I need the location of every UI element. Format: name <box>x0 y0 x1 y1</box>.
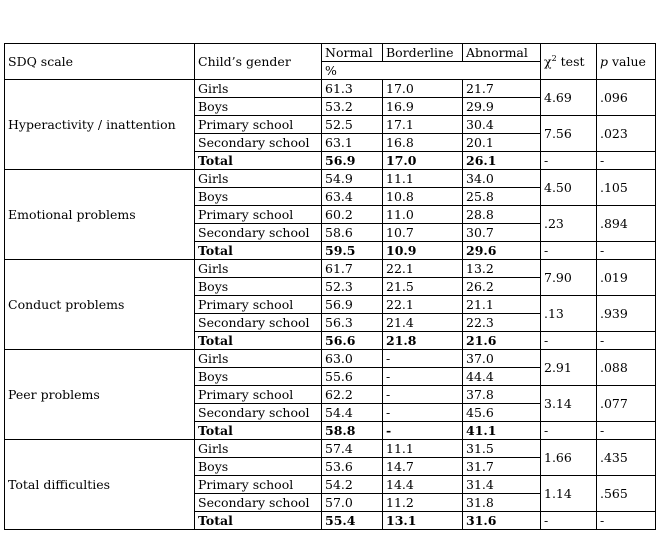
borderline-value: 17.0 <box>383 80 463 98</box>
row-label: Total <box>195 422 322 440</box>
header-scale: SDQ scale <box>5 44 195 80</box>
p-value: .023 <box>597 116 656 152</box>
borderline-value: - <box>383 350 463 368</box>
scale-name: Peer problems <box>5 350 195 440</box>
normal-value: 57.4 <box>322 440 383 458</box>
abnormal-value: 30.7 <box>463 224 541 242</box>
chi-test-value: 1.66 <box>541 440 597 476</box>
normal-value: 56.9 <box>322 152 383 170</box>
normal-value: 55.4 <box>322 512 383 530</box>
scale-name: Hyperactivity / inattention <box>5 80 195 170</box>
row-label: Boys <box>195 188 322 206</box>
p-value: .435 <box>597 440 656 476</box>
row-label: Boys <box>195 368 322 386</box>
row-label: Secondary school <box>195 404 322 422</box>
borderline-value: 13.1 <box>383 512 463 530</box>
row-label: Total <box>195 512 322 530</box>
row-label: Primary school <box>195 476 322 494</box>
normal-value: 58.6 <box>322 224 383 242</box>
borderline-value: 11.1 <box>383 440 463 458</box>
p-value: .565 <box>597 476 656 512</box>
p-value: - <box>597 332 656 350</box>
abnormal-value: 45.6 <box>463 404 541 422</box>
borderline-value: 10.8 <box>383 188 463 206</box>
chi-test-value: 7.56 <box>541 116 597 152</box>
normal-value: 54.4 <box>322 404 383 422</box>
chi-test-label: test <box>556 53 585 69</box>
header-p-value <box>597 44 656 80</box>
normal-value: 57.0 <box>322 494 383 512</box>
row-label: Total <box>195 242 322 260</box>
borderline-value: 22.1 <box>383 296 463 314</box>
table-row <box>5 170 656 188</box>
normal-value: 53.2 <box>322 98 383 116</box>
normal-value: 56.3 <box>322 314 383 332</box>
chi-test-value: - <box>541 242 597 260</box>
borderline-value: 17.1 <box>383 116 463 134</box>
chi-test-value: 7.90 <box>541 260 597 296</box>
borderline-value: 11.1 <box>383 170 463 188</box>
p-value: - <box>597 152 656 170</box>
p-value-label: value <box>608 53 646 69</box>
row-label: Girls <box>195 80 322 98</box>
normal-value: 52.3 <box>322 278 383 296</box>
abnormal-value: 31.5 <box>463 440 541 458</box>
normal-value: 59.5 <box>322 242 383 260</box>
chi-test-value: 3.14 <box>541 386 597 422</box>
normal-value: 54.9 <box>322 170 383 188</box>
abnormal-value: 37.8 <box>463 386 541 404</box>
header-abnormal: Abnormal <box>463 44 541 62</box>
borderline-value: 10.9 <box>383 242 463 260</box>
borderline-value: - <box>383 386 463 404</box>
abnormal-value: 21.1 <box>463 296 541 314</box>
borderline-value: 21.8 <box>383 332 463 350</box>
row-label: Secondary school <box>195 134 322 152</box>
borderline-value: 21.4 <box>383 314 463 332</box>
chi-test-value: - <box>541 332 597 350</box>
chi-test-value: 2.91 <box>541 350 597 386</box>
chi-symbol: χ <box>544 53 552 69</box>
borderline-value: 11.0 <box>383 206 463 224</box>
header-gender: Child’s gender <box>195 44 322 80</box>
borderline-value: - <box>383 368 463 386</box>
abnormal-value: 44.4 <box>463 368 541 386</box>
p-value: .077 <box>597 386 656 422</box>
borderline-value: 21.5 <box>383 278 463 296</box>
chi-test-value: 4.69 <box>541 80 597 116</box>
header-percent: % <box>322 62 541 80</box>
abnormal-value: 26.2 <box>463 278 541 296</box>
header-borderline: Borderline <box>383 44 463 62</box>
table-row <box>5 80 656 98</box>
abnormal-value: 28.8 <box>463 206 541 224</box>
header-chi-test <box>541 44 597 80</box>
row-label: Secondary school <box>195 314 322 332</box>
sdq-results-table <box>4 43 656 530</box>
abnormal-value: 22.3 <box>463 314 541 332</box>
row-label: Girls <box>195 260 322 278</box>
normal-value: 58.8 <box>322 422 383 440</box>
normal-value: 62.2 <box>322 386 383 404</box>
row-label: Boys <box>195 98 322 116</box>
borderline-value: 16.9 <box>383 98 463 116</box>
chi-superscript: 2 <box>551 53 557 63</box>
borderline-value: - <box>383 404 463 422</box>
normal-value: 56.6 <box>322 332 383 350</box>
p-value: - <box>597 242 656 260</box>
abnormal-value: 37.0 <box>463 350 541 368</box>
normal-value: 54.2 <box>322 476 383 494</box>
normal-value: 63.1 <box>322 134 383 152</box>
row-label: Boys <box>195 278 322 296</box>
row-label: Total <box>195 332 322 350</box>
row-label: Secondary school <box>195 494 322 512</box>
row-label: Girls <box>195 350 322 368</box>
chi-test-value: .23 <box>541 206 597 242</box>
chi-test-value: - <box>541 422 597 440</box>
p-value: - <box>597 512 656 530</box>
p-value: .939 <box>597 296 656 332</box>
scale-name: Emotional problems <box>5 170 195 260</box>
normal-value: 63.0 <box>322 350 383 368</box>
abnormal-value: 21.6 <box>463 332 541 350</box>
borderline-value: 22.1 <box>383 260 463 278</box>
p-value: - <box>597 422 656 440</box>
header-row <box>5 44 656 62</box>
p-value: .105 <box>597 170 656 206</box>
scale-name: Conduct problems <box>5 260 195 350</box>
normal-value: 55.6 <box>322 368 383 386</box>
normal-value: 56.9 <box>322 296 383 314</box>
abnormal-value: 29.6 <box>463 242 541 260</box>
abnormal-value: 30.4 <box>463 116 541 134</box>
borderline-value: 14.4 <box>383 476 463 494</box>
p-value: .894 <box>597 206 656 242</box>
normal-value: 53.6 <box>322 458 383 476</box>
borderline-value: - <box>383 422 463 440</box>
row-label: Girls <box>195 440 322 458</box>
abnormal-value: 25.8 <box>463 188 541 206</box>
normal-value: 52.5 <box>322 116 383 134</box>
row-label: Primary school <box>195 116 322 134</box>
normal-value: 61.3 <box>322 80 383 98</box>
abnormal-value: 29.9 <box>463 98 541 116</box>
chi-test-value: .13 <box>541 296 597 332</box>
header-normal: Normal <box>322 44 383 62</box>
abnormal-value: 21.7 <box>463 80 541 98</box>
borderline-value: 10.7 <box>383 224 463 242</box>
row-label: Boys <box>195 458 322 476</box>
borderline-value: 17.0 <box>383 152 463 170</box>
row-label: Total <box>195 152 322 170</box>
table-row <box>5 260 656 278</box>
scale-name: Total difficulties <box>5 440 195 530</box>
abnormal-value: 31.6 <box>463 512 541 530</box>
chi-test-value: - <box>541 152 597 170</box>
table-row <box>5 440 656 458</box>
p-letter: p <box>600 53 609 69</box>
borderline-value: 11.2 <box>383 494 463 512</box>
row-label: Primary school <box>195 206 322 224</box>
row-label: Primary school <box>195 386 322 404</box>
abnormal-value: 31.7 <box>463 458 541 476</box>
normal-value: 61.7 <box>322 260 383 278</box>
abnormal-value: 34.0 <box>463 170 541 188</box>
normal-value: 60.2 <box>322 206 383 224</box>
p-value: .019 <box>597 260 656 296</box>
abnormal-value: 31.8 <box>463 494 541 512</box>
row-label: Secondary school <box>195 224 322 242</box>
abnormal-value: 20.1 <box>463 134 541 152</box>
table-row <box>5 350 656 368</box>
abnormal-value: 26.1 <box>463 152 541 170</box>
normal-value: 63.4 <box>322 188 383 206</box>
row-label: Girls <box>195 170 322 188</box>
abnormal-value: 31.4 <box>463 476 541 494</box>
row-label: Primary school <box>195 296 322 314</box>
chi-test-value: 1.14 <box>541 476 597 512</box>
chi-test-value: 4.50 <box>541 170 597 206</box>
chi-test-value: - <box>541 512 597 530</box>
abnormal-value: 41.1 <box>463 422 541 440</box>
borderline-value: 16.8 <box>383 134 463 152</box>
abnormal-value: 13.2 <box>463 260 541 278</box>
p-value: .096 <box>597 80 656 116</box>
borderline-value: 14.7 <box>383 458 463 476</box>
p-value: .088 <box>597 350 656 386</box>
